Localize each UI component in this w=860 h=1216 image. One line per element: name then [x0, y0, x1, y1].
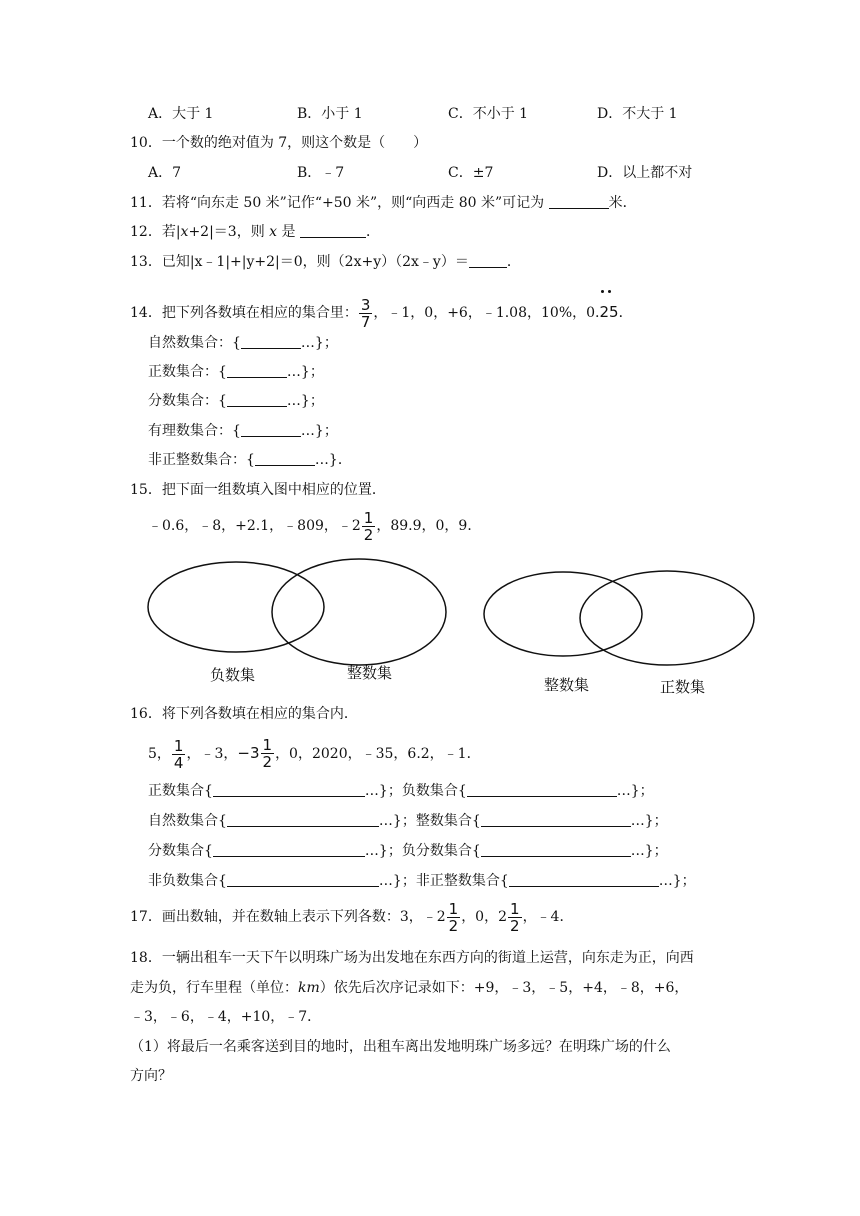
q18-sub1-b: 方向？: [130, 1068, 172, 1084]
q10-stem: 10．一个数的绝对值为 7，则这个数是（ ）: [130, 135, 428, 151]
q16-row-1: 正数集合{ …}；负数集合{ …}；: [148, 783, 654, 799]
q13: [130, 252, 521, 272]
q18-line-1: 18．一辆出租车一天下午以明珠广场为出发地在东西方向的街道上运营，向东走为正，向西: [130, 950, 694, 966]
q9-option-a: A．大于 1: [148, 106, 214, 122]
q9-option-b: B．小于 1: [297, 106, 363, 122]
venn-ellipse-positive: [580, 571, 754, 665]
q12-text-c: 是: [277, 224, 300, 240]
q9-option-c: C．不小于 1: [448, 106, 529, 122]
q14-stem: [130, 292, 633, 333]
q15-stem: 15．把下面一组数填入图中相应的位置．: [130, 482, 386, 498]
q18-line-2: 走为负，行车里程（单位：km）依先后次序记录如下：+9，﹣3，﹣5，+4，﹣8，+6，: [130, 980, 689, 996]
q14-repeating-decimal: 25: [599, 292, 618, 332]
venn-negative-integer: [140, 555, 460, 670]
q17-mixed-2: $\frac{1}{2}$: [510, 899, 520, 935]
q11: [130, 193, 637, 213]
q16-row-3: 分数集合{ …}；负分数集合{ …}；: [148, 843, 668, 859]
q13-blank: [469, 253, 507, 268]
q10-option-b: B．﹣7: [297, 165, 345, 181]
q13-tail: ．: [506, 254, 521, 270]
q13-text: 13．已知|x﹣1|+|y+2|＝0，则（2x+y）（2x﹣y）＝: [130, 254, 469, 270]
q16-numbers: 5， $\frac{1}{4}$ ，﹣3， −3 $\frac{1}{2}$ ，0，2020，﹣35，6.2，﹣1．: [148, 731, 481, 776]
venn-label-integer-set: 整数集: [347, 664, 393, 682]
q11-text: 11．若将“向东走 50 米”记作“+50 米”，则“向西走 80 米”可记为: [130, 195, 549, 211]
q16-stem: 16．将下列各数填在相应的集合内．: [130, 706, 358, 722]
q11-tail: 米．: [608, 195, 637, 211]
q12-blank: [300, 223, 366, 238]
venn-ellipse-integer: [272, 559, 446, 665]
q14-text: 14．把下列各数填在相应的集合里：: [130, 305, 358, 321]
q15-numbers: ﹣0.6，﹣8，+2.1，﹣809，﹣2 $\frac{1}{2}$ ，89.9，0，9．: [148, 508, 482, 544]
q12-text-a: 12．若|: [130, 224, 181, 240]
q16-fraction: $\frac{1}{4}$: [173, 736, 184, 772]
venn-label-positive-set: 正数集: [660, 678, 706, 696]
venn-ellipse-negative: [148, 562, 324, 652]
q10-option-c: C．±7: [448, 165, 494, 181]
q14-set-natural: 自然数集合：{ …}；: [148, 335, 338, 351]
q12-tail: ．: [365, 224, 380, 240]
q17-mixed-1: $\frac{1}{2}$: [448, 899, 459, 935]
venn-ellipse-integer-2: [484, 572, 642, 656]
q14-set-nonpositive-int: 非正整数集合：{ …}．: [148, 452, 352, 468]
q10-option-a: A．7: [148, 165, 182, 181]
q14-set-positive: 正数集合：{ …}；: [148, 364, 324, 380]
q17: 17．画出数轴，并在数轴上表示下列各数：3，﹣2 $\frac{1}{2}$ ，0，2 $\frac{1}{2}$ ，﹣4．: [130, 899, 574, 935]
q12-var-x2: x: [269, 224, 278, 240]
q14-end: ．: [618, 305, 633, 321]
q9-option-d: D．不大于 1: [597, 106, 678, 122]
q12-var-x: x: [180, 224, 189, 240]
venn-integer-positive: [478, 566, 760, 676]
venn-label-integer-set-2: 整数集: [544, 676, 590, 694]
venn-label-negative-set: 负数集: [210, 666, 256, 684]
q12: [130, 222, 380, 242]
q14-numbers: ，﹣1，0，+6，﹣1.08，10%，0.: [373, 305, 600, 321]
q18-line-3: ﹣3，﹣6，﹣4，+10，﹣7．: [130, 1009, 322, 1025]
q16-mixed-number: −3 $\frac{1}{2}$: [237, 735, 273, 771]
q16-row-4: 非负数集合{ …}；非正整数集合{ …}；: [148, 873, 696, 889]
q15-mixed-fraction: $\frac{1}{2}$: [363, 508, 374, 544]
q11-blank: [549, 194, 609, 209]
q14-fraction: $\frac{3}{7}$: [360, 295, 371, 331]
q18-sub1-a: （1）将最后一名乘客送到目的地时，出租车离出发地明珠广场多远？在明珠广场的什么: [130, 1039, 671, 1055]
q14-set-rational: 有理数集合：{ …}；: [148, 423, 338, 439]
q16-row-2: 自然数集合{ …}；整数集合{ …}；: [148, 813, 668, 829]
q14-set-fraction: 分数集合：{ …}；: [148, 393, 324, 409]
q10-option-d: D．以上都不对: [597, 165, 693, 181]
q12-text-b: +2|＝3，则: [188, 224, 270, 240]
